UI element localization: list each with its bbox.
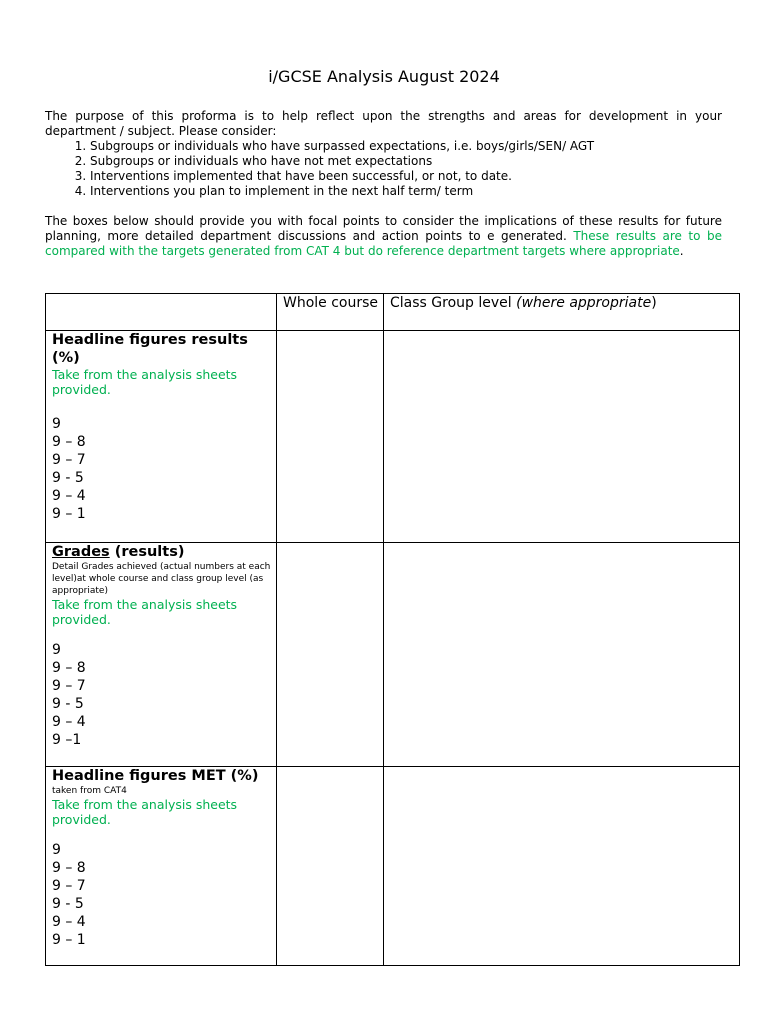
- header-class-group-qualifier: (where appropriate: [516, 295, 652, 311]
- section-title: [52, 543, 276, 561]
- analysis-note: Take from the analysis sheets provided.: [52, 797, 238, 827]
- grade-label: 9 – 1: [52, 506, 86, 522]
- grade-label: 9 –1: [52, 732, 82, 748]
- header-cell-blank: [46, 294, 277, 331]
- grade-label: 9: [52, 842, 61, 858]
- section-description: Detail Grades achieved (actual numbers at each level)at whole course and class group level (as appropriate): [52, 562, 271, 596]
- table-row: [46, 331, 740, 543]
- grade-label: 9: [52, 416, 61, 432]
- class-group-cell[interactable]: [384, 767, 740, 966]
- table-row: [46, 767, 740, 966]
- section-title-underlined: Grades: [52, 544, 110, 560]
- section-title: Headline figures results (%): [52, 332, 248, 366]
- intro-section: [45, 109, 722, 199]
- analysis-table: [45, 293, 740, 966]
- grade-label: 9 – 4: [52, 914, 86, 930]
- grade-label: 9 – 7: [52, 452, 86, 468]
- paragraph-end: .: [679, 244, 684, 258]
- focal-points-text: The boxes below should provide you with focal points to consider the implications of these results for future planning, more detailed department discussions and action points to e generated.: [45, 214, 722, 243]
- section-title-rest: (results): [109, 544, 185, 560]
- analysis-note: Take from the analysis sheets provided.: [52, 597, 238, 627]
- section-description: taken from CAT4: [52, 786, 127, 796]
- row-label-grades: [46, 543, 277, 767]
- header-class-group: [384, 294, 740, 331]
- table-header-row: [46, 294, 740, 331]
- grade-label: 9: [52, 642, 61, 658]
- grade-label: 9 – 4: [52, 714, 86, 730]
- list-item: 2. Subgroups or individuals who have not met expectations: [90, 154, 722, 169]
- header-class-group-end: ): [651, 295, 657, 311]
- grade-label: 9 – 1: [52, 932, 86, 948]
- intro-text: The purpose of this proforma is to help reflect upon the strengths and areas for development in your department / subject. Please consider:: [45, 109, 722, 138]
- grade-label: 9 – 8: [52, 860, 86, 876]
- header-class-group-label: Class Group level: [390, 295, 517, 311]
- analysis-note: Take from the analysis sheets provided.: [52, 367, 238, 397]
- grade-label: 9 - 5: [52, 470, 84, 486]
- list-item: 3. Interventions implemented that have been successful, or not, to date.: [90, 169, 722, 184]
- whole-course-cell[interactable]: [277, 543, 384, 767]
- grade-label: 9 – 4: [52, 488, 86, 504]
- targets-note: These results are to be compared with the targets generated from CAT 4 but do reference department targets where appropriate: [45, 229, 722, 258]
- focal-points-paragraph: [45, 214, 722, 259]
- grade-label: 9 – 7: [52, 878, 86, 894]
- grade-label: 9 – 8: [52, 434, 86, 450]
- row-label-headline-met: [46, 767, 277, 966]
- grade-label: 9 - 5: [52, 896, 84, 912]
- whole-course-cell[interactable]: [277, 767, 384, 966]
- page-title: i/GCSE Analysis August 2024: [268, 67, 500, 86]
- grade-label: 9 - 5: [52, 696, 84, 712]
- grade-label: 9 – 8: [52, 660, 86, 676]
- table-row: [46, 543, 740, 767]
- list-item: 1. Subgroups or individuals who have surpassed expectations, i.e. boys/girls/SEN/ AGT: [90, 139, 722, 154]
- row-label-headline-results: [46, 331, 277, 543]
- section-title: Headline figures MET (%): [52, 768, 259, 784]
- class-group-cell[interactable]: [384, 331, 740, 543]
- consider-list: [45, 139, 722, 199]
- grade-label: 9 – 7: [52, 678, 86, 694]
- whole-course-cell[interactable]: [277, 331, 384, 543]
- header-whole-course: Whole course: [277, 294, 384, 331]
- list-item: 4. Interventions you plan to implement in the next half term/ term: [90, 184, 722, 199]
- class-group-cell[interactable]: [384, 543, 740, 767]
